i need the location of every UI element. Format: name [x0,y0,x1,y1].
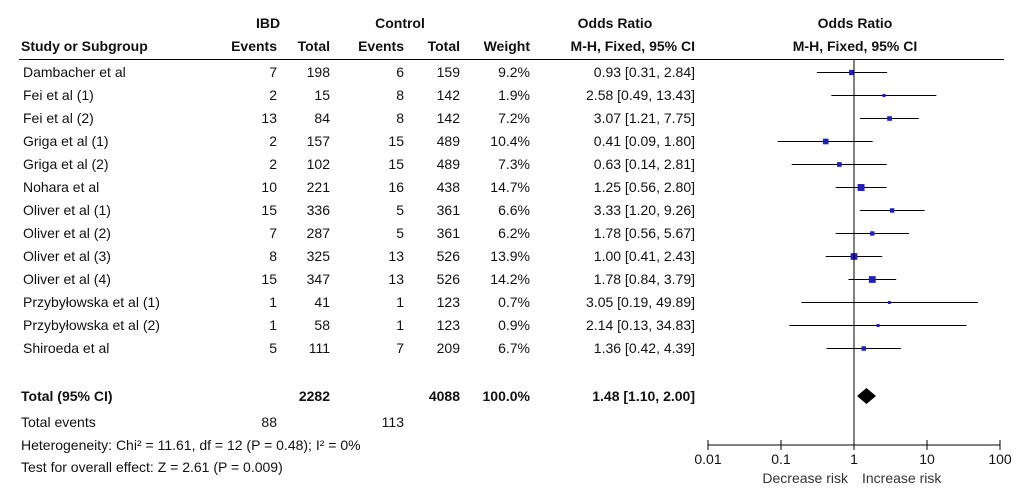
study-point [883,94,886,97]
ibd-total: 41 [314,294,330,310]
odds-ratio-ci: 1.25 [0.56, 2.80] [593,179,695,195]
odds-ratio-ci: 3.07 [1.21, 7.75] [593,110,695,126]
ctrl-total: 361 [436,225,460,241]
odds-ratio-ci: 3.05 [0.19, 49.89] [586,294,695,310]
total-ibd: 2282 [298,388,330,404]
study-name: Dambacher et al [23,64,126,80]
odds-ratio-table-header: Odds Ratio [577,15,653,31]
pooled-diamond [857,388,876,404]
ibd-events: 2 [269,156,277,172]
method-plot-header: M-H, Fixed, 95% CI [792,38,918,54]
ibd-total: 325 [306,248,330,264]
ctrl-events: 7 [396,340,404,356]
ibd-events: 1 [269,294,277,310]
ctrl-total: 142 [436,87,460,103]
ibd-events: 15 [261,271,277,287]
weight: 0.9% [498,317,530,333]
ctrl-events: 1 [396,317,404,333]
ibd-total: 111 [308,340,330,356]
x-tick-label: 0.1 [771,451,791,467]
overall-effect-text: Test for overall effect: Z = 2.61 (P = 0.009) [21,459,283,475]
ctrl-total: 159 [436,64,460,80]
ibd-events: 7 [269,225,277,241]
total-events-ibd: 88 [261,414,277,430]
odds-ratio-ci: 3.33 [1.20, 9.26] [593,202,695,218]
ibd-events: 2 [269,87,277,103]
ctrl-events: 5 [396,202,404,218]
x-tick-label: 100 [988,451,1012,467]
study-point [861,346,866,351]
total-events-label: Total events [21,414,96,430]
ctrl-total: 489 [436,156,460,172]
weight: 14.7% [490,179,530,195]
ibd-events: 7 [269,64,277,80]
ctrl-total: 361 [436,202,460,218]
study-name: Fei et al (2) [23,110,94,126]
ctrl-events: 6 [396,64,404,80]
weight-header: Weight [483,38,530,54]
ibd-events: 8 [269,248,277,264]
study-point [888,301,891,304]
ibd-events: 2 [269,133,277,149]
weight: 6.2% [498,225,530,241]
method-table-header: M-H, Fixed, 95% CI [570,38,695,54]
ibd-total: 102 [306,156,330,172]
ctrl-total: 123 [436,317,460,333]
ctrl-events: 13 [388,248,404,264]
ibd-total: 84 [314,110,330,126]
ctrl-total: 489 [436,133,460,149]
ctrl-events: 5 [396,225,404,241]
weight: 9.2% [498,64,530,80]
study-name: Oliver et al (3) [23,248,111,264]
study-point [870,231,874,235]
ctrl-events-header: Events [358,38,404,54]
ibd-events: 13 [261,110,277,126]
study-point [837,162,842,167]
study-point [858,184,865,191]
ctrl-total: 123 [436,294,460,310]
ctrl-total: 438 [436,179,460,195]
study-name: Przybyłowska et al (1) [23,294,160,310]
heterogeneity-text: Heterogeneity: Chi² = 11.61, df = 12 (P = 0.48); I² = 0% [21,437,361,453]
ibd-group-header: IBD [255,15,281,31]
ibd-events: 10 [261,179,277,195]
study-point [877,324,880,327]
total-label: Total (95% CI) [21,388,113,404]
odds-ratio-ci: 2.14 [0.13, 34.83] [586,317,695,333]
ctrl-events: 8 [396,110,404,126]
study-name: Przybyłowska et al (2) [23,317,160,333]
ibd-events: 15 [261,202,277,218]
study-name: Nohara et al [23,179,100,195]
ibd-events: 1 [269,317,277,333]
ibd-total: 58 [314,317,330,333]
ibd-total: 15 [314,87,330,103]
ctrl-total: 209 [436,340,460,356]
ctrl-events: 8 [396,87,404,103]
study-name: Oliver et al (1) [23,202,111,218]
study-name: Shiroeda et al [23,340,110,356]
study-name: Oliver et al (2) [23,225,111,241]
weight: 6.6% [498,202,530,218]
ctrl-total: 142 [436,110,460,126]
weight: 0.7% [498,294,530,310]
decrease-risk-label: Decrease risk [762,470,848,486]
ctrl-events: 15 [388,156,404,172]
study-name: Oliver et al (4) [23,271,111,287]
weight: 7.3% [498,156,530,172]
odds-ratio-ci: 0.63 [0.14, 2.81] [593,156,695,172]
study-point [869,276,876,283]
study-point [887,116,892,121]
ibd-events: 5 [269,340,277,356]
total-ci: 1.48 [1.10, 2.00] [592,388,695,404]
weight: 7.2% [498,110,530,126]
ctrl-events: 13 [388,271,404,287]
x-tick-label: 0.01 [694,451,722,467]
odds-ratio-ci: 1.36 [0.42, 4.39] [593,340,695,356]
study-point [823,139,829,145]
study-column-header: Study or Subgroup [21,38,148,54]
ctrl-events: 1 [396,294,404,310]
ibd-total: 198 [306,64,330,80]
ctrl-total-header: Total [427,38,460,54]
total-events-control: 113 [381,414,404,430]
odds-ratio-ci: 1.78 [0.56, 5.67] [593,225,695,241]
ibd-total: 287 [306,225,330,241]
control-group-header: Control [375,15,425,31]
ibd-total-header: Total [297,38,330,54]
odds-ratio-ci: 2.58 [0.49, 13.43] [586,87,695,103]
odds-ratio-ci: 0.93 [0.31, 2.84] [593,64,695,80]
study-name: Griga et al (2) [23,156,109,172]
odds-ratio-ci: 1.00 [0.41, 2.43] [593,248,695,264]
ctrl-total: 526 [436,248,460,264]
ibd-total: 157 [306,133,330,149]
odds-ratio-plot-header: Odds Ratio [817,15,893,31]
weight: 13.9% [490,248,530,264]
ibd-total: 347 [306,271,330,287]
x-tick-label: 10 [919,451,935,467]
weight: 1.9% [498,87,530,103]
x-tick-label: 1 [850,451,858,467]
ctrl-events: 16 [388,179,404,195]
total-weight: 100.0% [482,388,530,404]
ctrl-events: 15 [388,133,404,149]
ibd-total: 221 [306,179,330,195]
ibd-total: 336 [306,202,330,218]
weight: 14.2% [490,271,530,287]
weight: 6.7% [498,340,530,356]
odds-ratio-ci: 0.41 [0.09, 1.80] [593,133,695,149]
ibd-events-header: Events [231,38,277,54]
study-point [890,208,894,212]
study-name: Fei et al (1) [23,87,94,103]
odds-ratio-ci: 1.78 [0.84, 3.79] [593,271,695,287]
weight: 10.4% [490,133,530,149]
total-control: 4088 [428,388,460,404]
ctrl-total: 526 [436,271,460,287]
study-name: Griga et al (1) [23,133,109,149]
increase-risk-label: Increase risk [862,470,942,486]
